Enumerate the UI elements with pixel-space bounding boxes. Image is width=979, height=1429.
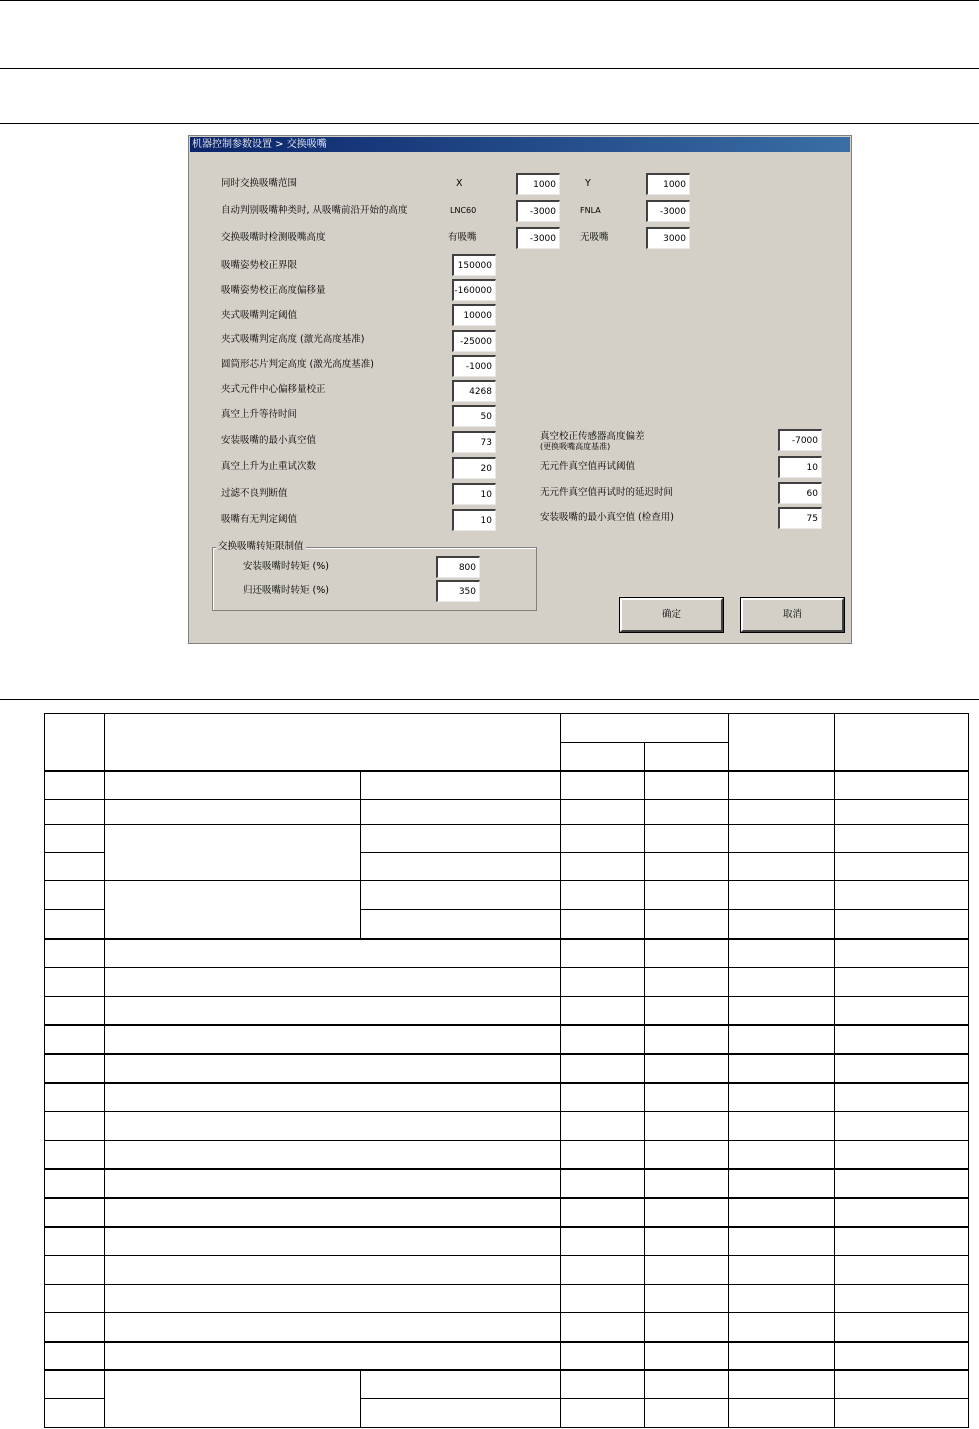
param-field[interactable]: 10000 <box>452 304 496 326</box>
right-param-field[interactable]: -7000 <box>778 429 822 451</box>
right-param-field[interactable]: 60 <box>778 482 822 504</box>
table-header-split <box>560 742 728 743</box>
table-row-line <box>360 1398 969 1399</box>
table-row-line <box>44 1226 969 1228</box>
table-row-line <box>44 799 969 800</box>
table-row-line <box>44 1140 969 1141</box>
table-row-line <box>44 824 104 825</box>
torque-mount-label: 安装吸嘴时转矩 (%) <box>243 561 329 572</box>
table-row-line <box>360 852 969 853</box>
right-param-sublabel: (更换吸嘴高度基准) <box>540 442 611 451</box>
table-header-bottom <box>44 770 969 772</box>
param-field[interactable]: 10 <box>452 483 496 505</box>
table-row-line <box>44 1053 969 1055</box>
table-border-top <box>44 713 969 714</box>
table-row-line <box>44 1284 969 1285</box>
table-border-right <box>968 713 969 1428</box>
table-col-line <box>104 713 105 1428</box>
param-field[interactable]: 150000 <box>452 254 496 276</box>
table-row-line <box>44 852 104 853</box>
detect-height-label: 交换吸嘴时检测吸嘴高度 <box>221 232 326 243</box>
table-subcol-line <box>360 772 361 939</box>
range-y-field[interactable]: 1000 <box>646 173 690 195</box>
param-field[interactable]: -160000 <box>452 279 496 301</box>
page-rule-2 <box>0 68 979 69</box>
table-row-line <box>44 1398 104 1399</box>
right-param-label: 无元件真空值再试时的延迟时间 <box>540 487 674 498</box>
detect-height-without-label: 无吸嘴 <box>580 232 609 243</box>
param-label: 吸嘴姿势校正高度偏移量 <box>221 285 326 296</box>
param-label: 吸嘴有无判定阈值 <box>221 514 298 525</box>
param-field[interactable]: 50 <box>452 405 496 427</box>
range-x-label: X <box>456 178 463 189</box>
detect-height-with-label: 有吸嘴 <box>448 232 477 243</box>
param-field[interactable]: 10 <box>452 509 496 531</box>
table-row-line <box>44 1111 969 1112</box>
param-label: 圆筒形芯片判定高度 (激光高度基准) <box>221 359 374 370</box>
param-field[interactable]: -1000 <box>452 355 496 377</box>
param-label: 夹式吸嘴判定阈值 <box>221 310 298 321</box>
detect-height-with-field[interactable]: -3000 <box>516 227 560 249</box>
torque-return-label: 归还吸嘴时转矩 (%) <box>243 585 329 596</box>
param-label: 夹式吸嘴判定高度 (激光高度基准) <box>221 334 365 345</box>
table-subcol-line <box>360 1370 361 1428</box>
param-label: 真空上升等待时间 <box>221 409 298 420</box>
detect-height-without-field[interactable]: 3000 <box>646 227 690 249</box>
table-col-line <box>728 713 729 1428</box>
table-col-line <box>644 742 645 1428</box>
right-param-field[interactable]: 10 <box>778 456 822 478</box>
param-field[interactable]: 73 <box>452 431 496 453</box>
table-row-line <box>44 1168 969 1170</box>
table-col-line <box>560 713 561 1428</box>
table-row-line <box>44 1255 969 1256</box>
param-field[interactable]: -25000 <box>452 330 496 352</box>
table-row-line <box>44 1341 969 1343</box>
cancel-button[interactable]: 取消 <box>741 598 844 632</box>
table-row-line <box>44 1197 969 1199</box>
auto-height-label: 自动判别吸嘴种类时, 从吸嘴前沿开始的高度 <box>221 205 408 216</box>
auto-height-fnla-label: FNLA <box>580 206 601 215</box>
param-label: 吸嘴姿势校正界限 <box>221 260 298 271</box>
torque-mount-field[interactable]: 800 <box>436 556 480 578</box>
table-row-line <box>44 967 969 968</box>
table-row-line <box>44 909 104 910</box>
right-param-label: 真空校正传感器高度偏差 <box>540 431 645 442</box>
torque-limit-group <box>212 547 537 611</box>
table-row-line <box>44 1082 969 1084</box>
torque-group-title: 交换吸嘴转矩限制值 <box>218 541 304 552</box>
param-label: 安装吸嘴的最小真空值 <box>221 435 317 446</box>
auto-height-lnc60-field[interactable]: -3000 <box>516 200 560 222</box>
auto-height-lnc60-label: LNC60 <box>450 206 477 215</box>
param-label: 真空上升为止重试次数 <box>221 461 317 472</box>
dialog-title: 机器控制参数设置 > 交换吸嘴 <box>190 137 850 152</box>
table-row-line <box>44 938 969 940</box>
param-label: 夹式元件中心偏移量校正 <box>221 384 326 395</box>
range-label: 同时交换吸嘴范围 <box>221 178 298 189</box>
auto-height-fnla-field[interactable]: -3000 <box>646 200 690 222</box>
table-row-line <box>44 1312 969 1313</box>
range-x-field[interactable]: 1000 <box>516 173 560 195</box>
table-row-line <box>44 880 969 881</box>
table-row-line <box>360 909 969 910</box>
table-row-line <box>44 1369 969 1371</box>
right-param-label: 无元件真空值再试阈值 <box>540 461 636 472</box>
page-rule-top <box>0 0 979 1</box>
table-border-bottom <box>44 1427 969 1428</box>
table-col-line <box>834 713 835 1428</box>
table-border-left <box>44 713 45 1428</box>
param-label: 过滤不良判断值 <box>221 488 288 499</box>
torque-return-field[interactable]: 350 <box>436 580 480 602</box>
page-rule-3 <box>0 123 979 124</box>
table-row-line <box>104 824 969 825</box>
range-y-label: Y <box>585 178 591 189</box>
right-param-label: 安装吸嘴的最小真空值 (检查用) <box>540 512 674 523</box>
ok-button[interactable]: 确定 <box>620 598 723 632</box>
nozzle-exchange-dialog <box>188 135 852 644</box>
page-rule-4 <box>0 699 979 700</box>
table-row-line <box>44 996 969 997</box>
param-field[interactable]: 20 <box>452 457 496 479</box>
table-row-line <box>44 1024 969 1026</box>
param-field[interactable]: 4268 <box>452 380 496 402</box>
right-param-field[interactable]: 75 <box>778 507 822 529</box>
